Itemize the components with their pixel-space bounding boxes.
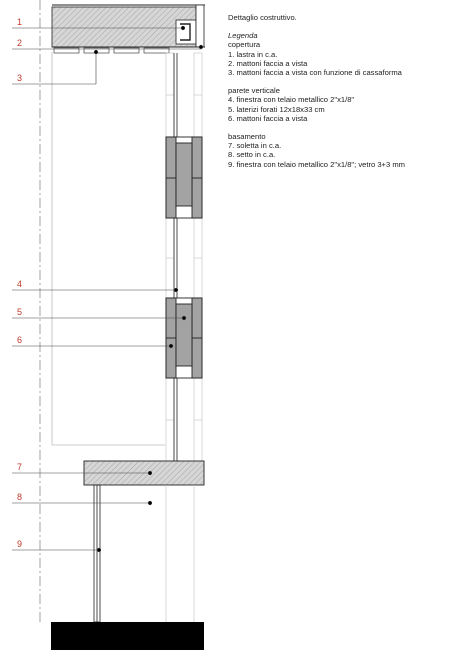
callout-3: 3	[17, 73, 23, 83]
roof-slab	[52, 5, 205, 47]
legend-item: 4. finestra con telaio metallico 2"x1/8"	[228, 95, 355, 105]
legend-item: 3. mattoni faccia a vista con funzione di cassaforma	[228, 68, 402, 78]
legend-item: 2. mattoni faccia a vista	[228, 58, 308, 68]
legend-panel	[228, 13, 448, 169]
legend-item: 1. lastra in c.a.	[228, 49, 278, 59]
callout-2: 2	[17, 38, 23, 48]
legend-item: 7. soletta in c.a.	[228, 141, 282, 151]
drawing-title: Dettaglio costruttivo.	[228, 13, 297, 22]
window-frame	[174, 53, 177, 461]
callout-5: 5	[17, 307, 23, 317]
lower-wall	[166, 485, 194, 622]
callout-8: 8	[17, 492, 23, 502]
legend-item: 9. finestra con telaio metallico 2"x1/8"; vetro 3+3 mm	[228, 159, 405, 169]
brick-group-lower	[166, 298, 202, 378]
callout-6: 6	[17, 335, 23, 345]
legend-heading: Legenda	[228, 31, 258, 41]
interior-outline	[52, 52, 165, 445]
legend-item: 8. setto in c.a.	[228, 150, 276, 160]
legend-item: 6. mattoni faccia a vista	[228, 113, 308, 123]
group-parete-verticale: parete verticale	[228, 86, 280, 96]
callout-7: 7	[17, 462, 23, 472]
group-copertura: copertura	[228, 40, 261, 50]
legend-item: 5. laterizi forati 12x18x33 cm	[228, 104, 325, 114]
callout-1: 1	[17, 17, 23, 27]
lower-window	[94, 485, 100, 622]
ground-base	[51, 622, 204, 650]
brick-group-upper	[166, 137, 202, 218]
callout-4: 4	[17, 279, 23, 289]
callout-9: 9	[17, 539, 23, 549]
group-basamento: basamento	[228, 132, 266, 142]
light-brick-columns	[166, 53, 202, 461]
